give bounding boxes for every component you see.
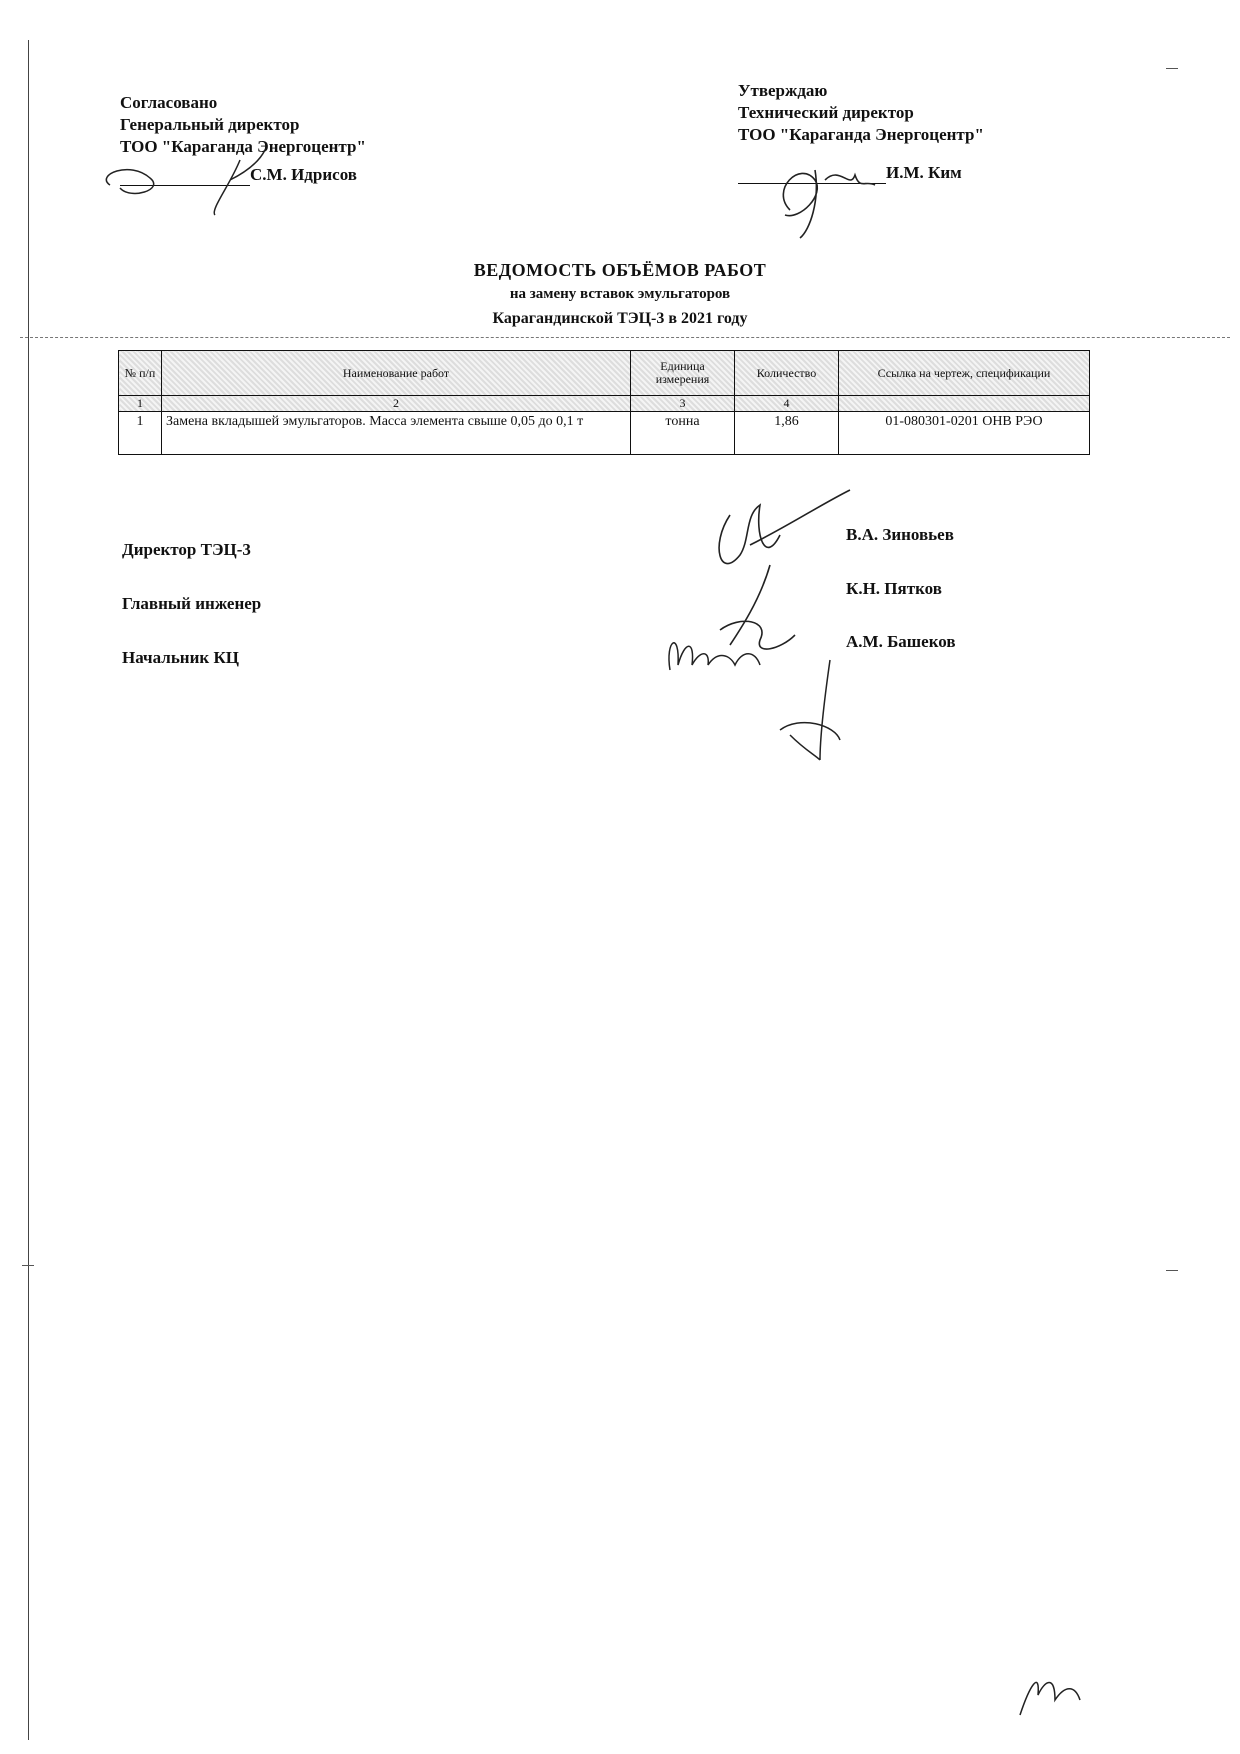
row-num: 1 <box>119 412 162 455</box>
approval-left-line2: Генеральный директор <box>120 115 300 134</box>
header-qty: Количество <box>735 351 839 396</box>
colnum-5 <box>839 396 1090 412</box>
approval-left-signer: С.М. Идрисов <box>250 165 357 184</box>
approval-right-line3: ТОО "Караганда Энергоцентр" <box>738 125 984 144</box>
header-name: Наименование работ <box>162 351 631 396</box>
header-unit: Единица измерения <box>631 351 735 396</box>
signature-bashekov-icon <box>660 620 770 680</box>
signature-idrisov-icon <box>90 140 290 220</box>
colnum-2: 2 <box>162 396 631 412</box>
row-ref: 01-080301-0201 ОНВ РЭО <box>839 412 1090 455</box>
header-ref: Ссылка на чертеж, спецификации <box>839 351 1090 396</box>
signature-kim-icon <box>760 150 910 240</box>
table-row <box>119 412 1090 455</box>
column-number-row <box>119 396 1090 412</box>
scan-mark <box>22 1265 34 1266</box>
row-qty: 1,86 <box>735 412 839 455</box>
colnum-4: 4 <box>735 396 839 412</box>
row-name: Замена вкладышей эмульгаторов. Масса элемента свыше 0,05 до 0,1 т <box>162 412 631 455</box>
document-subtitle-2: Карагандинской ТЭЦ-3 в 2021 году <box>492 310 748 327</box>
approval-right-line2: Технический директор <box>738 103 914 122</box>
initial-mark-icon <box>760 655 860 765</box>
page-initial-icon <box>1010 1665 1090 1725</box>
row-unit: тонна <box>631 412 735 455</box>
approval-right-signer: И.М. Ким <box>886 163 962 182</box>
colnum-3: 3 <box>631 396 735 412</box>
head-kc-name: А.М. Башеков <box>846 632 956 651</box>
works-table <box>118 350 1090 455</box>
director-name: В.А. Зиновьев <box>846 525 954 544</box>
document-title: ВЕДОМОСТЬ ОБЪЁМОВ РАБОТ <box>473 260 767 280</box>
approval-left-line1: Согласовано <box>120 93 218 112</box>
approval-right-line1: Утверждаю <box>738 81 828 100</box>
header-num: № п/п <box>119 351 162 396</box>
table-header-row <box>119 351 1090 396</box>
chief-engineer-label: Главный инженер <box>122 594 262 613</box>
scan-mark <box>1166 1270 1178 1271</box>
scan-mark <box>1166 68 1178 69</box>
director-label: Директор ТЭЦ-3 <box>122 540 251 559</box>
document-subtitle-1: на замену вставок эмульгаторов <box>509 286 731 302</box>
divider <box>20 337 1230 338</box>
head-kc-label: Начальник КЦ <box>122 648 239 667</box>
colnum-1: 1 <box>119 396 162 412</box>
chief-engineer-name: К.Н. Пятков <box>846 579 942 598</box>
approval-left-line3: ТОО "Караганда Энергоцентр" <box>120 137 366 156</box>
